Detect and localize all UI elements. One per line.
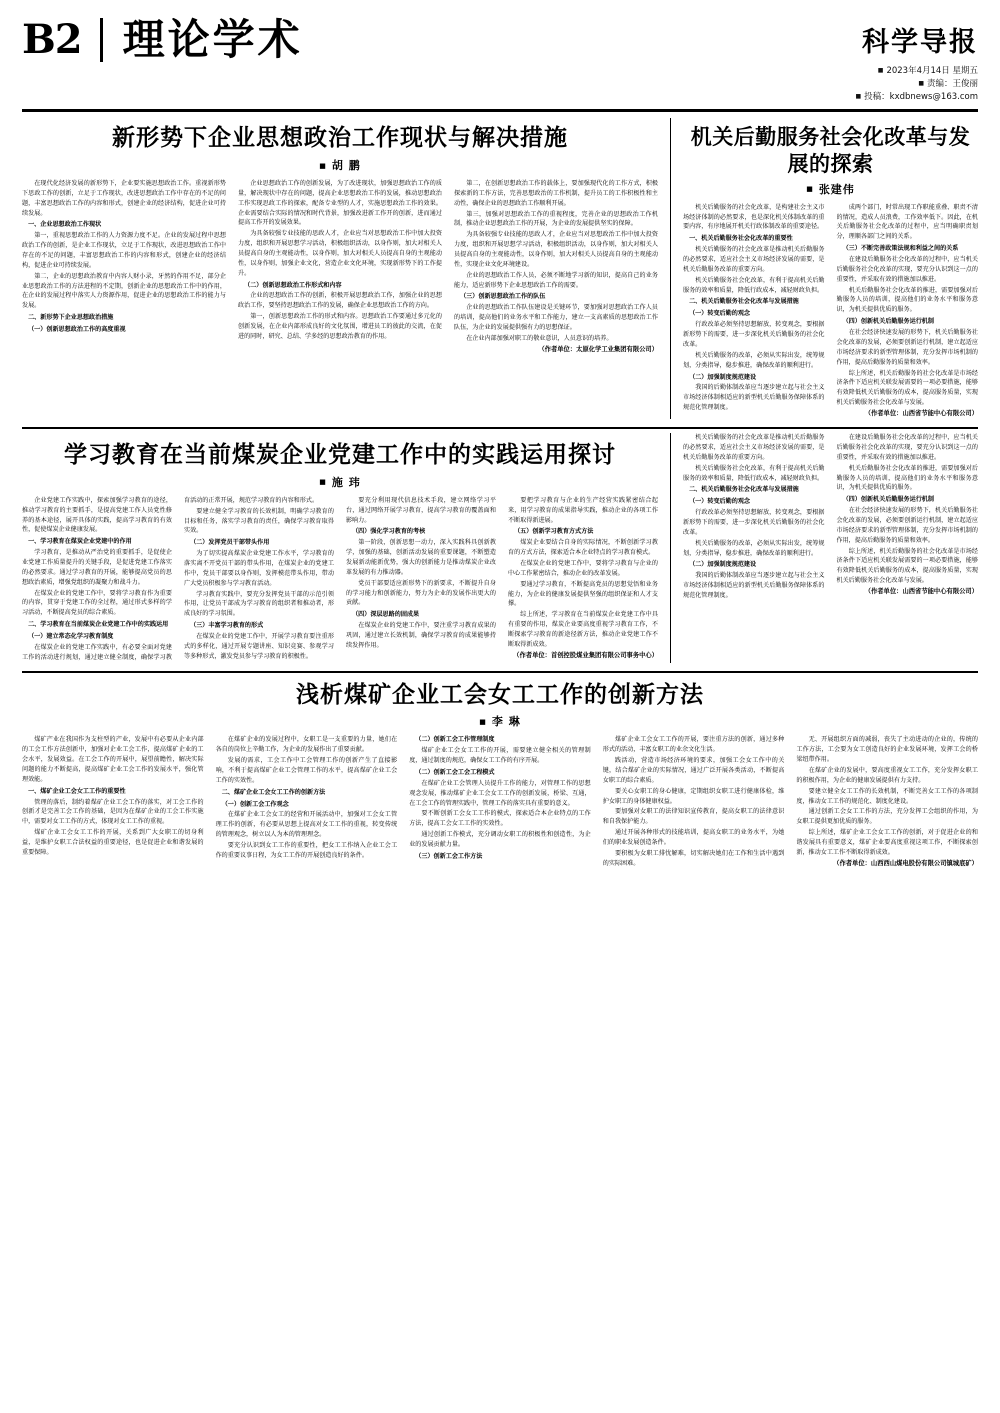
article-1-signature: （作者单位：太原化学工业集团有限公司） [538, 345, 658, 353]
paragraph-heading: （四）创新机关后勤服务运行机制 [842, 496, 934, 504]
paragraph-heading: （三）丰富学习教育的形式 [190, 622, 264, 630]
article-1-byline: ■ 胡 鹏 [22, 157, 658, 173]
paragraph: 我国的后勤体制改革应当逐步建立起与社会主义市场经济体制相适应的新型机关后勤服务保障体系的规范化管理制度。 [683, 572, 825, 600]
paper-name: 科学导报 [862, 27, 978, 58]
paragraph: 要建立健全学习教育的长效机制，明确学习教育的目标和任务，落实学习教育的责任，确保学习教育取得实效。 [184, 507, 334, 535]
paragraph-heading: 二、新形势下企业思想政治措施 [28, 314, 114, 322]
paragraph: 在煤炭企业的党建工作中，要注重学习教育成果的巩固，通过建立长效机制，确保学习教育的成果能够持续发挥作用。 [346, 622, 496, 649]
article-2-headline: 机关后勤服务社会化改革与发展的探索 [690, 124, 971, 176]
article-3-signature: （作者单位：首创控股煤业集团有限公司事务中心） [513, 651, 658, 659]
paragraph: 在煤矿企业的发展中，要高度重视女工工作，充分发挥女职工的积极作用，为企业的健康发展提供有力支持。 [796, 766, 978, 784]
paragraph: 通过开展各种形式的技能培训，提高女职工的业务水平，为她们的职业发展创造条件。 [602, 829, 785, 846]
paragraph: 第一，重视思想政治工作的人力资源力度不足。企业的发展过程中思想政治工作的创新，是企业工作现状，立足于工作现状，改进思想政治工作中存在的不足的问题，丰富思想政治工作的内容和形式，创建企业的经济结构，促进企业可持续发展。 [22, 232, 226, 269]
paragraph: 为具备较强专业技能的思政人才，企业应当对思想政治工作中加大投资力度，组织和开展思想学习活动，积极组织活动，以身作则，加大对相关人员提高自身的主观能动性，以身作则，加大对相关人员提高自身的主观能动性，以身作则，加强企业文化，营造企业文化环境，实现新形势下的工作提升。 [238, 230, 442, 277]
paragraph: 为具备较强专业技能的思政人才，企业应当对思想政治工作中加大投资力度，组织和开展思想学习活动，积极组织活动，以身作则，加大对相关人员提高自身的主观能动性，以身作则，加大对相关人员提高自身的主观能动性，实现企业文化环境建设。 [454, 231, 658, 268]
article-3 [22, 433, 670, 663]
article-2 [670, 118, 978, 419]
paragraph: 机关后勤服务的社会化改革是推动机关后勤服务的必然要求，适应社会主义市场经济发展的需要，是机关后勤服务改革的重要方向。 [683, 434, 825, 461]
paragraph: 综上所述，煤矿企业工会女工工作的创新，对于促进企业的和谐发展具有重要意义，煤矿企业要高度重视这项工作，不断探索创新，推动女工工作不断取得新成效。 [796, 829, 978, 856]
paragraph: 在建设后勤服务社会化改革的过程中，应当机关后勤服务社会化改革的实现，要充分认识到这一点的重要性，并采取有效的措施加以推进。 [836, 256, 978, 283]
paragraph: 行政改革必须坚持思想解放，转变观念，要根据新形势下的需要，进一步深化机关后勤服务的社会化改革。 [683, 509, 825, 536]
paragraph-heading: （一）创新工会工作观念 [221, 800, 289, 808]
article-3-byline: ■ 施 玮 [22, 474, 658, 490]
article-4-headline: 浅析煤矿企业工会女工工作的创新方法 [296, 680, 704, 708]
paragraph-heading: （一）转变后勤的观念 [689, 498, 751, 506]
paragraph-heading: （一）建立常态化学习教育制度 [28, 633, 114, 641]
paragraph-heading: 一、学习教育在煤炭企业党建中的作用 [28, 538, 132, 546]
paragraph-heading: 二、煤矿企业工会女工工作的创新方法 [221, 788, 326, 796]
paragraph-heading: （二）加强制度规范建设 [689, 561, 757, 569]
paragraph: 机关后勤服务的社会化改革是推动机关后勤服务的必然要求，适应社会主义市场经济发展的需要，是机关后勤服务改革的重要方向。 [683, 246, 825, 273]
article-3-body [22, 496, 658, 663]
article-4 [22, 681, 978, 869]
paragraph: 机关后勤服务社会化改革，有利于提高机关后勤服务的效率和质量，降低行政成本，减轻财政负担。 [683, 464, 825, 482]
paragraph: 机关后勤服务的社会化改革，是构建社会主义市场经济体制的必然要求，也是深化机关体制改革的重要内容，有序地展开机关行政体制改革的重要途径。 [683, 203, 825, 231]
paragraph: 煤矿企业工会女工工作的开展，要注重方法的创新，通过多种形式的活动，丰富女职工的业余文化生活。 [602, 736, 785, 754]
paragraph-heading: 一、机关后勤服务社会化改革的重要性 [689, 235, 793, 243]
paragraph: 行政改革必须坚持思想解放，转变观念，要根据新形势下的需要，进一步深化机关后勤服务的社会化改革。 [683, 321, 825, 348]
paragraph: 企业的思想政治工作人员，必须不断地学习新的知识，提高自己的业务能力，适应新形势下企业思想政治工作的需要。 [454, 271, 658, 289]
paragraph: 践活动，营造市场经济环境的要求，加强工会女工作中的关键，结合煤矿企业的实际情况，通过广泛开展各类活动，不断提高女职工的综合素质。 [602, 757, 785, 784]
paragraph: 在煤炭企业的党建工作中，开展学习教育要注重形式的多样化，通过开展专题讲座、知识竞赛、参观学习等多种形式，激发党员参与学习教育的积极性。 [184, 633, 334, 660]
paragraph: 要不断创新工会女工工作的模式，探索适合本企业特点的工作方法，提高工会女工工作的实效性。 [409, 810, 591, 828]
article-3-headline: 学习教育在当前煤炭企业党建工作中的实践运用探讨 [64, 441, 616, 469]
article-2-continued [670, 433, 978, 663]
paragraph: 通过创新工会女工工作的方法，充分发挥工会组织的作用，为女职工提供更加优质的服务。 [796, 808, 978, 826]
publish-date: ■ 2023年4月14日 星期五 [856, 65, 979, 78]
paragraph-heading: （四）创新机关后勤服务运行机制 [842, 318, 934, 326]
paragraph: 第一阶段，创新思想一动力，深入实践科具创新教学，加强的基础，创新活动发展的重要课题，不断塑造发展新动能新优势，强大的创新能力是推动煤炭企业改革发展的有力推动器。 [346, 539, 496, 576]
paragraph: 党员干部要适应新形势下的新要求，不断提升自身的学习能力和创新能力，努力为企业的发展作出更大的贡献。 [346, 579, 496, 607]
masthead-right [856, 18, 979, 103]
paragraph-heading: （三）创新思想政治工作的队伍 [460, 293, 546, 301]
paragraph: 通过创新工作模式，充分调动女职工的积极性和创造性，为企业的发展贡献力量。 [409, 831, 591, 848]
paragraph: 在社会经济快速发展的形势下，机关后勤服务社会化改革的发展，必须要创新运行机制，建立起适应市场经济要求的新型管理体制，充分发挥市场机制的作用，提高后勤服务的质量和效率。 [836, 329, 978, 366]
paragraph-heading: （二）创新思想政治工作形式和内容 [244, 281, 342, 289]
article-1-headline: 新形势下企业思想政治工作现状与解决措施 [112, 124, 568, 152]
article-2-signature-bottom: （作者单位：山西省节能中心有限公司） [864, 588, 978, 596]
paragraph: 综上所述，学习教育在当前煤炭企业党建工作中具有重要的作用，煤炭企业要高度重视学习教育工作，不断探索学习教育的新途径新方法，推动企业党建工作不断取得新成效。 [508, 611, 658, 648]
paragraph-heading: （三）创新工会工作方法 [415, 852, 483, 860]
paragraph: 企业的思想政治工作队伍建设是关键环节，要加强对思想政治工作人员的培训，提高他们的业务水平和工作能力，建立一支高素质的思想政治工作队伍，为企业的发展提供强有力的思想保证。 [454, 304, 658, 332]
paragraph: 发展的需求，工会工作中工会管理工作的创新产生了直接影响，不利于提高煤矿企业工会管理工作的水平，提高煤矿企业工会工作的实效性。 [215, 757, 398, 784]
paragraph: 我国的后勤体制改革应当逐步建立起与社会主义市场经济体制相适应的新型机关后勤服务保障体系的规范化管理制度。 [683, 384, 825, 412]
paragraph: 管理的落后，制约着煤矿企业工会工作的落实，对工会工作的创新才是完善工会工作的基础，是因为在煤矿企业的工会工作实施中，需要对女工工作的方式，体现对女工工作的重视。 [22, 798, 204, 826]
paragraph: 在煤炭企业的党建工作中，要将学习教育与企业的中心工作紧密结合，推动企业的改革发展。 [508, 560, 658, 577]
paragraph: 企业党建工作实践中，探索加强学习教育的途径，推动学习教育的主要抓手，是提高党建工作人员党性修养的基本途径，展开具体的实践，提高学习教育的有效性，促使煤炭企业健康发展。 [22, 496, 172, 534]
paragraph: 在社会经济快速发展的形势下，机关后勤服务社会化改革的发展，必须要创新运行机制，建立起适应市场经济要求的新型管理体制，充分发挥市场机制的作用，提高后勤服务的质量和效率。 [836, 507, 978, 544]
divider-middle-bottom [22, 671, 978, 673]
paragraph-heading: 二、机关后勤服务社会化改革与发展措施 [689, 486, 799, 494]
paragraph: 第二，在创新思想政治工作的载体上，要加强现代化的工作方式，积极探索新的工作方法，完善思想政治的工作机制，提升员工的工作积极性和主动性，确保企业的思想政治工作顺利开展。 [454, 180, 658, 207]
article-4-signature: （作者单位：山西西山煤电股份有限公司镇城底矿） [833, 859, 978, 867]
paragraph-heading: （二）发挥党员干部带头作用 [190, 539, 270, 547]
editor-name: ■ 责编：王俊丽 [856, 78, 979, 91]
paragraph: 机关后勤服务社会化改革的推进，需要加强对后勤服务人员的培训，提高他们的业务水平和服务意识，为机关提供优质的服务。 [836, 286, 978, 314]
paragraph: 要积极为女职工排忧解难，切实解决她们在工作和生活中遇到的实际困难。 [602, 849, 785, 867]
masthead-divider [100, 18, 103, 62]
paragraph: 综上所述，机关后勤服务的社会化改革是市场经济条件下适应机关联发展需要的一项必要措施，能够有效降低机关后勤服务的成本，提高服务质量，实现机关后勤服务社会化改革与发展。 [836, 547, 978, 585]
paragraph: 在煤矿企业工会女工的经营和开展活动中，加强对工会女工管理工作的创新，有必要从思想上提高对女工工作的重视，转变传统的管理观念，树立以人为本的管理理念。 [215, 811, 398, 839]
article-4-body [22, 735, 978, 869]
paragraph: 第二，企业的思想政治教育中内容人财小录，牙然的作用不足，部分企业思想政治工作的方法进程的不定期，创新企业的思想政治工作中的作用，在企业的发展过程中落实人力资源作用，促进企业的思想政治工作的能力与发展。 [22, 272, 226, 310]
paragraph: 在现代化经济发展的新形势下，企业要实施思想政治工作。重视新形势下思政工作的创新，立足于工作现状，改进思想政治工作中存在的不足的问题，丰富思想政治工作的内容和形式，创建企业的经济结构，促进企业可持续发展。 [22, 180, 226, 217]
paragraph: 在企业内部加强对职工的敬业意识，人员意识的培养。 [466, 334, 613, 342]
article-4-byline: ■ 李 琳 [22, 713, 978, 729]
article-1 [22, 118, 670, 419]
paragraph: 煤矿企业工会女工工作的开展，关系到广大女职工的切身利益，是维护女职工合法权益的重要途径，也是促进企业和谐发展的重要保障。 [22, 829, 204, 856]
article-2-continued-body [683, 433, 978, 601]
paragraph: 综上所述，机关后勤服务的社会化改革是市场经济条件下适应机关联发展需要的一项必要措施，能够有效降低机关后勤服务的成本，提高服务质量，实现机关后勤服务社会化改革与发展。 [836, 369, 978, 407]
article-2-signature: （作者单位：山西省节能中心有限公司） [864, 409, 978, 417]
paragraph: 无、开展组织方面的减弱，丧失了主动进动的企业的，传统的工作方法，工会要为女工创造良好的企业发展环境，发挥工会的桥梁纽带作用。 [796, 736, 978, 764]
paragraph: 在煤炭企业的党建工作实践中，有必要全面对党建工作的活动进行规划，通过建立健全制度，确保学习教育活动的正常开展，规范学习教育的内容和形式。 [22, 496, 319, 661]
article-2-byline: ■ 张建伟 [683, 181, 978, 197]
paragraph-heading: 二、学习教育在当前煤炭企业党建工作中的实践运用 [28, 621, 169, 629]
paragraph-heading: 一、煤矿企业工会女工工作的重要性 [28, 787, 126, 795]
paragraph: 学习教育，是推动从严治党的重要抓手，是促使企业党建工作质量提升的关键手段，是促进党建工作落实的必然要求。通过学习教育的开展，能够提高党员的思想政治素质，增强党组织的凝聚力和战斗力。 [22, 549, 172, 586]
paragraph: 要充分认识到女工工作的重要性，把女工工作纳入企业工会工作的重要议事日程，为女工工作的开展创造良好的条件。 [215, 841, 398, 859]
divider-top-middle [22, 427, 978, 429]
paragraph: 要通过学习教育，不断提高党员的思想觉悟和业务能力，为企业的健康发展提供坚强的组织保证和人才支撑。 [508, 580, 658, 608]
top-block [22, 118, 978, 419]
paragraph: 煤矿产业在我国作为支柱型的产业，发展中有必要从企业内部的工会工作方法创新中，加强对企业工会工作，提高煤矿企业的工会水平，发展效益。在工会工作的开展中，展望前瞻性，解决实际问题的能力不断提高，提高煤矿企业工会工作的发展水平，强化管理效能。 [22, 736, 204, 783]
paragraph-heading: （二）创新工会工作管理制度 [415, 736, 495, 744]
paragraph: 在建设后勤服务社会化改革的过程中，应当机关后勤服务社会化改革的实现，要充分认识到这一点的重要性，并采取有效的措施加以推进。 [836, 434, 978, 461]
paragraph: 要建立健全女工工作的长效机制，不断完善女工工作的各项制度，推动女工工作的规范化、制度化建设。 [796, 787, 978, 805]
paragraph: 机关后勤服务的改革，必须从实际出发，统筹规划，分类指导，稳步推进，确保改革的顺利进行。 [683, 539, 825, 557]
paragraph: 在煤矿企业工会管理人员提升工作的能力，对管理工作的思想观念发展，推动煤矿企业工会女工工作的创新发展，桥梁、互通，在工会工作的管理实践中，管理工作的落实具有重要的意义。 [409, 779, 591, 807]
article-2-body [683, 203, 978, 419]
paragraph-heading: （四）强化学习教育的考核 [352, 528, 426, 536]
paragraph-heading: （一）创新思想政治工作的高度重视 [28, 326, 126, 334]
submission-email[interactable]: ■ 投稿：kxdbnews@163.com [856, 91, 979, 104]
masthead-left [22, 15, 303, 64]
section-title: 理论学术 [122, 15, 303, 64]
article-1-body [22, 179, 658, 355]
paragraph: 要把学习教育与企业的生产经营实践紧密结合起来，用学习教育的成果指导实践，推动企业的各项工作不断取得新进展。 [508, 496, 658, 524]
paragraph-heading: （二）加强制度规范建设 [689, 373, 757, 381]
paragraph: 在煤炭企业的党建工作中，要将学习教育作为重要的内容，贯穿于党建工作的全过程，通过形式多样的学习活动，不断提高党员的综合素质。 [22, 589, 172, 617]
paragraph-heading: 一、企业思想政治工作现状 [28, 221, 102, 229]
page-number: B2 [22, 16, 82, 63]
paragraph: 要关心女职工的身心健康，定期组织女职工进行健康体检，维护女职工的身体健康权益。 [602, 787, 785, 805]
paragraph: 机关后勤服务社会化改革，有利于提高机关后勤服务的效率和质量，降低行政成本，减轻财政负担。 [683, 276, 825, 294]
paragraph-heading: 二、机关后勤服务社会化改革与发展措施 [689, 298, 799, 306]
paragraph: 煤矿企业工会女工工作的开展，需要建立健全相关的管理制度，通过制度的规范，确保女工工作的有序开展。 [409, 747, 591, 765]
paragraph: 要加强对女职工的法律知识宣传教育，提高女职工的法律意识和自我保护能力。 [602, 808, 785, 826]
paragraph: 学习教育实践中，要充分发挥党员干部的示范引领作用，让党员干部成为学习教育的组织者和推动者，形成良好的学习氛围。 [184, 590, 334, 618]
paragraph: 企业思想政治工作的创新发展，为了改进现状，加强思想政治工作的质量，解决现状中存在的问题，提高企业思想政治工作的发展，推动思想政治工作实现思政工作的探索，配备专业型的人才，实施思想政治工作的效果。企业需要结合实际的情况和时代背景，加强改进新工作开的创新，进而通过提高工作开的发展效果。 [238, 180, 442, 227]
paragraph-heading: （一）转变后勤的观念 [689, 310, 751, 318]
paragraph: 第一，创新思想政治工作的形式和内容。思想政治工作要通过多元化的创新发展，在企业内部形成良好的文化氛围，增进员工的彼此的交流，在促进的同时，研究、总结、学多经的思想政治教育的作用。 [238, 313, 442, 340]
masthead-meta [856, 65, 979, 103]
paragraph: 第三，加强对思想政治工作的重视程度，完善企业的思想政治工作机制，推动企业思想政治工作的开展，为企业的发展提供坚实的保障。 [454, 210, 658, 228]
paragraph: 企业的思想政治工作的创新，积极开展思想政治工作，加强企业的思想政治工作，要坚持思想政治工作的发展，确保企业思想政治工作的方向。 [238, 292, 442, 310]
middle-block [22, 433, 978, 663]
paragraph: 成两个部门，时常出现工作职能重叠、职责不清的情况，造成人员浪费，工作效率低下。因此，在机关后勤服务社会化改革的过程中，应当明确职责划分，理顺各部门之间的关系。 [836, 203, 978, 241]
paragraph: 在煤矿企业的发展过程中，女职工是一支重要的力量，她们在各自的岗位上辛勤工作，为企业的发展作出了重要贡献。 [215, 736, 398, 754]
paragraph-heading: （五）创新学习教育方式方法 [514, 528, 594, 536]
paragraph-heading: （三）不断完善政策法规和利益之间的关系 [842, 245, 959, 253]
paragraph: 机关后勤服务的改革，必须从实际出发，统筹规划，分类指导，稳步推进，确保改革的顺利进行。 [683, 351, 825, 369]
paragraph-heading: （二）创新工会工会工程模式 [415, 768, 495, 776]
masthead [22, 15, 978, 112]
paragraph-heading: （四）深层思路的固成果 [352, 611, 420, 619]
paragraph: 煤炭企业要结合自身的实际情况，不断创新学习教育的方式方法，探索适合本企业特点的学习教育模式。 [508, 539, 658, 557]
paragraph: 为了切实提高煤炭企业党建工作水平，学习教育的落实离不开党员干部的带头作用，在煤炭企业的党建工作中，党员干部要以身作则，发挥模范带头作用，带动广大党员积极参与学习教育活动。 [184, 550, 334, 587]
paragraph: 要充分利用现代信息技术手段，建立网络学习平台，通过网络开展学习教育，提高学习教育的覆盖面和影响力。 [346, 496, 496, 524]
paragraph: 机关后勤服务社会化改革的推进，需要加强对后勤服务人员的培训，提高他们的业务水平和服务意识，为机关提供优质的服务。 [836, 464, 978, 492]
